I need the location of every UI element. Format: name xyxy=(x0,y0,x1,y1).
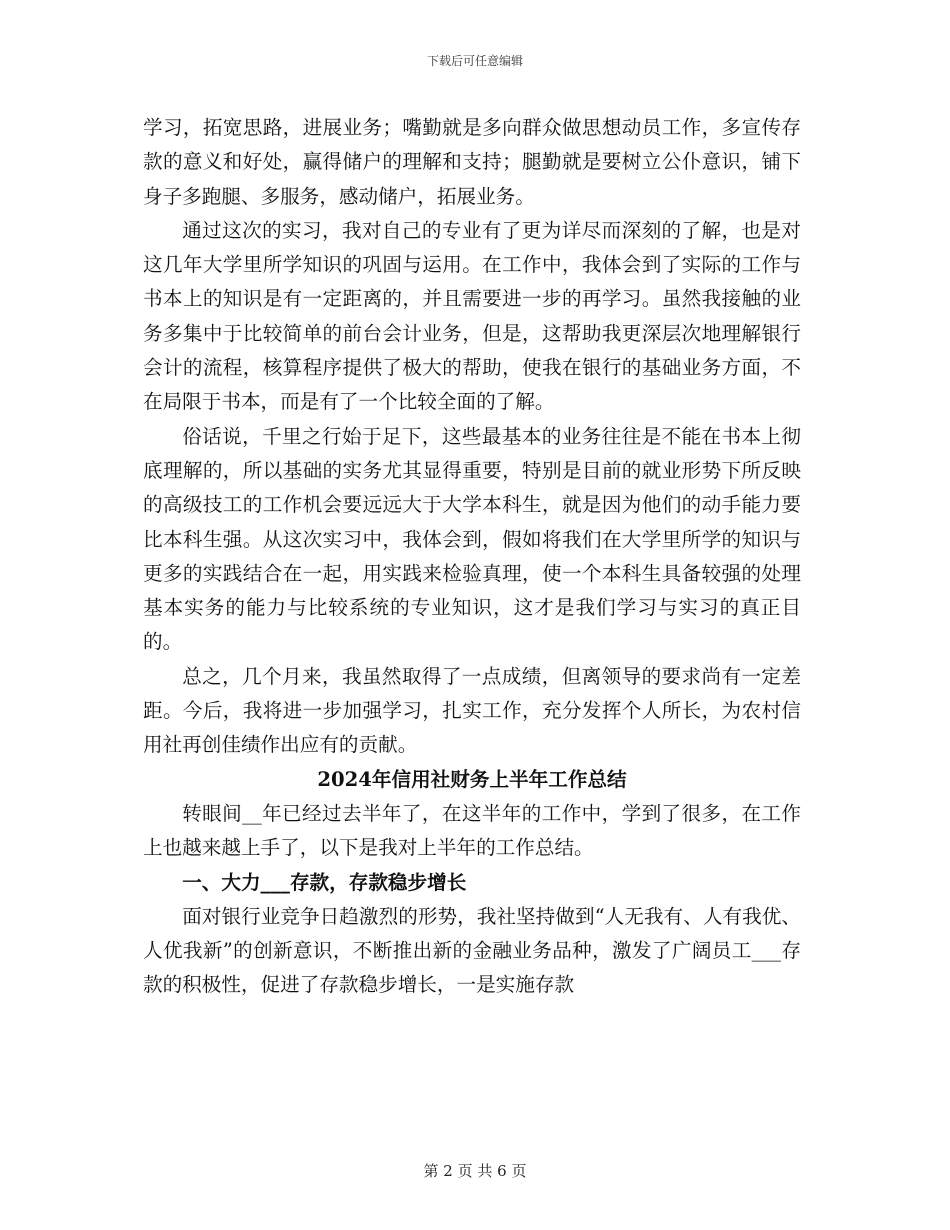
section-title: 2024年信用社财务上半年工作总结 xyxy=(317,767,627,791)
page-footer: 第 2 页 共 6 页 xyxy=(423,1162,527,1180)
document-body xyxy=(143,111,801,1131)
paragraph-1: 学习，拓宽思路，进展业务；嘴勤就是多向群众做思想动员工作，多宣传存款的意义和好处，赢得储户的理解和支持；腿勤就是要树立公仆意识，铺下身子多跑腿、多服务，感动储户，拓展业务。 xyxy=(143,116,801,208)
page-header: 下载后可任意编辑 xyxy=(426,54,523,68)
paragraph-2: 通过这次的实习，我对自己的专业有了更为详尽而深刻的了解，也是对这几年大学里所学知识的巩固与运用。在工作中，我体会到了实际的工作与书本上的知识是有一定距离的，并且需要进一步的再学习。虽然我接触的业务多集中于比较简单的前台会计业务，但是，这帮助我更深层次地理解银行会计的流程，核算程序提供了极大的帮助，使我在银行的基础业务方面，不在局限于书本，而是有了一个比较全面的了解。 xyxy=(143,218,801,414)
paragraph-3: 俗话说，千里之行始于足下，这些最基本的业务往往是不能在书本上彻底理解的，所以基础的实务尤其显得重要，特别是目前的就业形势下所反映的高级技工的工作机会要远远大于大学本科生，就是因为他们的动手能力要比本科生强。从这次实习中，我体会到，假如将我们在大学里所学的知识与更多的实践结合在一起，用实践来检验真理，使一个本科生具备较强的处理基本实务的能力与比较系统的专业知识，这才是我们学习与实习的真正目的。 xyxy=(143,424,801,654)
section-heading-1: 一、大力___存款，存款稳步增长 xyxy=(182,870,467,894)
paragraph-6: 面对银行业竞争日趋激烈的形势，我社坚持做到“人无我有、人有我优、人优我新”的创新意识，不断推出新的金融业务品种，激发了广阔员工___存款的积极性，促进了存款稳步增长，一是实施存款 xyxy=(143,904,801,997)
paragraph-4: 总之，几个月来，我虽然取得了一点成绩，但离领导的要求尚有一定差距。今后，我将进一步加强学习，扎实工作，充分发挥个人所长，为农村信用社再创佳绩作出应有的贡献。 xyxy=(143,664,801,757)
paragraph-5: 转眼间__年已经过去半年了，在这半年的工作中，学到了很多，在工作上也越来越上手了，以下是我对上半年的工作总结。 xyxy=(143,801,801,860)
